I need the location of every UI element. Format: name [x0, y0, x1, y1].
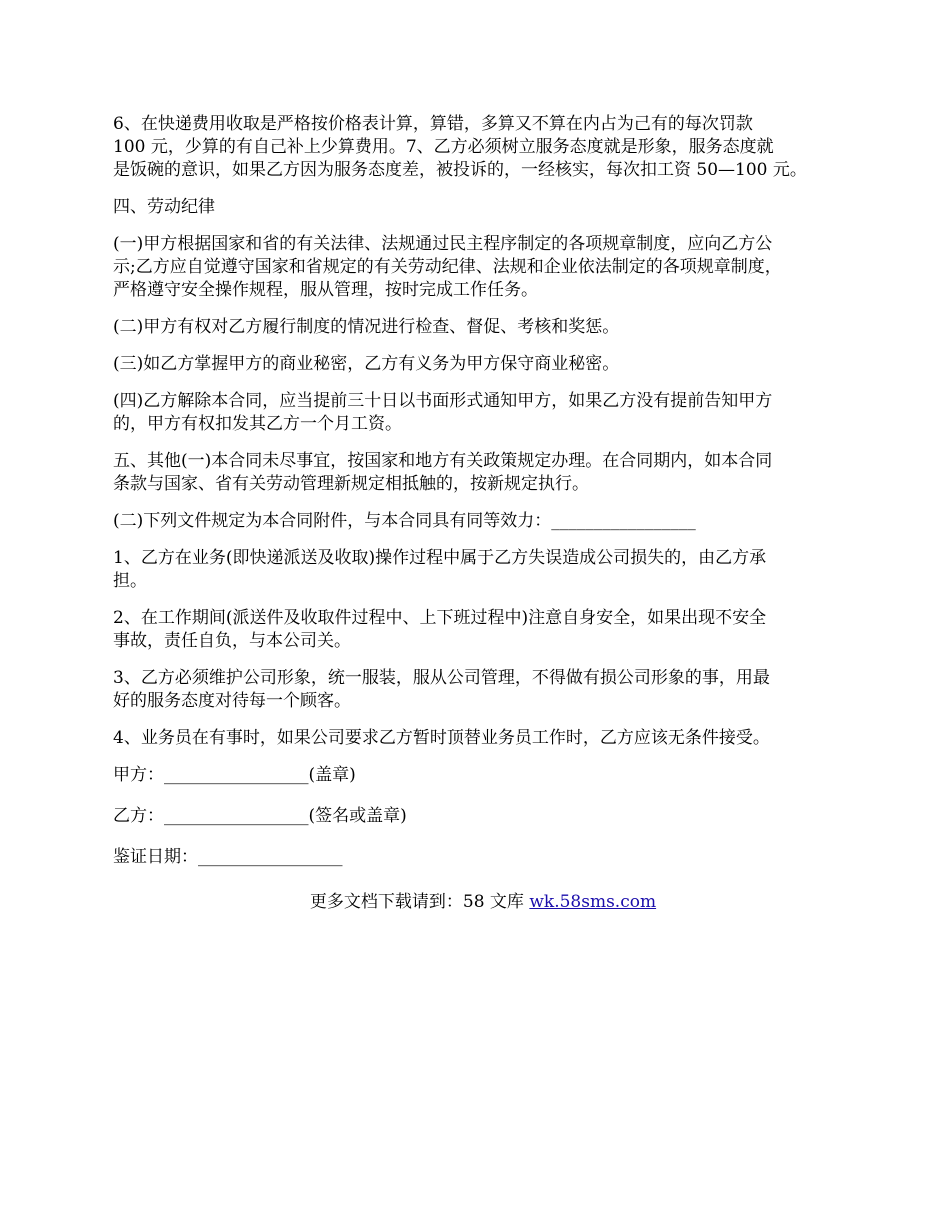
party-a-signature: 甲方：_________________(盖章): [113, 765, 356, 785]
paragraph-line: 四、劳动纪律: [113, 197, 215, 217]
paragraph-p-item-2: [113, 607, 853, 653]
paragraph-p-fee: [113, 113, 853, 182]
paragraph-line: 100 元，少算的有自己补上少算费用。7、乙方必须树立服务态度就是形象，服务态度就: [113, 137, 774, 157]
paragraph-line: 1、乙方在业务(即快递派送及收取)操作过程中属于乙方失误造成公司损失的，由乙方承: [113, 548, 767, 568]
paragraph-line: 示;乙方应自觉遵守国家和省规定的有关劳动纪律、法规和企业依法制定的各项规章制度，: [113, 257, 782, 277]
contract-body: [113, 113, 853, 750]
paragraph-line: 事故，责任自负，与本公司关。: [113, 631, 351, 651]
paragraph-p-4-3: [113, 353, 853, 376]
paragraph-line: (二)甲方有权对乙方履行制度的情况进行检查、督促、考核和奖惩。: [113, 317, 620, 337]
paragraph-line: (二)下列文件规定为本合同附件，与本合同具有同等效力：_________________: [113, 511, 696, 531]
footer-note: [113, 891, 853, 914]
paragraph-line: 4、业务员在有事时，如果公司要求乙方暂时顶替业务员工作时，乙方应该无条件接受。: [113, 728, 770, 748]
paragraph-p-5-2: [113, 510, 853, 533]
paragraph-line: 条款与国家、省有关劳动管理新规定相抵触的，按新规定执行。: [113, 474, 589, 494]
paragraph-p-4-4: [113, 390, 853, 436]
paragraph-p-5-1: [113, 450, 853, 496]
paragraph-line: 3、乙方必须维护公司形象，统一服装，服从公司管理，不得做有损公司形象的事，用最: [113, 668, 770, 688]
paragraph-p-4-1: [113, 233, 853, 302]
paragraph-p-item-3: [113, 667, 853, 713]
paragraph-line: 6、在快递费用收取是严格按价格表计算，算错，多算又不算在内占为己有的每次罚款: [113, 114, 753, 134]
verification-date: 鉴证日期：_________________: [113, 847, 343, 867]
paragraph-line: 五、其他(一)本合同未尽事宜，按国家和地方有关政策规定办理。在合同期内，如本合同: [113, 451, 773, 471]
paragraph-line: (一)甲方根据国家和省的有关法律、法规通过民主程序制定的各项规章制度，应向乙方公: [113, 234, 773, 254]
paragraph-line: 严格遵守安全操作规程，服从管理，按时完成工作任务。: [113, 280, 538, 300]
footer-link[interactable]: wk.58sms.com: [529, 892, 657, 912]
paragraph-p-item-4: [113, 727, 853, 750]
paragraph-line: 好的服务态度对待每一个顾客。: [113, 691, 351, 711]
paragraph-line: 的，甲方有权扣发其乙方一个月工资。: [113, 414, 402, 434]
paragraph-p-item-1: [113, 547, 853, 593]
paragraph-line: 2、在工作期间(派送件及收取件过程中、上下班过程中)注意自身安全，如果出现不安全: [113, 608, 767, 628]
paragraph-line: 是饭碗的意识，如果乙方因为服务态度差，被投诉的，一经核实，每次扣工资 50—100 元。: [113, 160, 807, 180]
footer-prefix: 更多文档下载请到：58 文库: [309, 892, 530, 912]
document-page: [113, 113, 853, 914]
paragraph-line: 担。: [113, 571, 147, 591]
party-b-signature: 乙方：_________________(签名或盖章): [113, 806, 407, 826]
paragraph-line: (四)乙方解除本合同，应当提前三十日以书面形式通知甲方，如果乙方没有提前告知甲方: [113, 391, 773, 411]
paragraph-p-4-2: [113, 316, 853, 339]
paragraph-p-heading-4: [113, 196, 853, 219]
paragraph-line: (三)如乙方掌握甲方的商业秘密，乙方有义务为甲方保守商业秘密。: [113, 354, 620, 374]
